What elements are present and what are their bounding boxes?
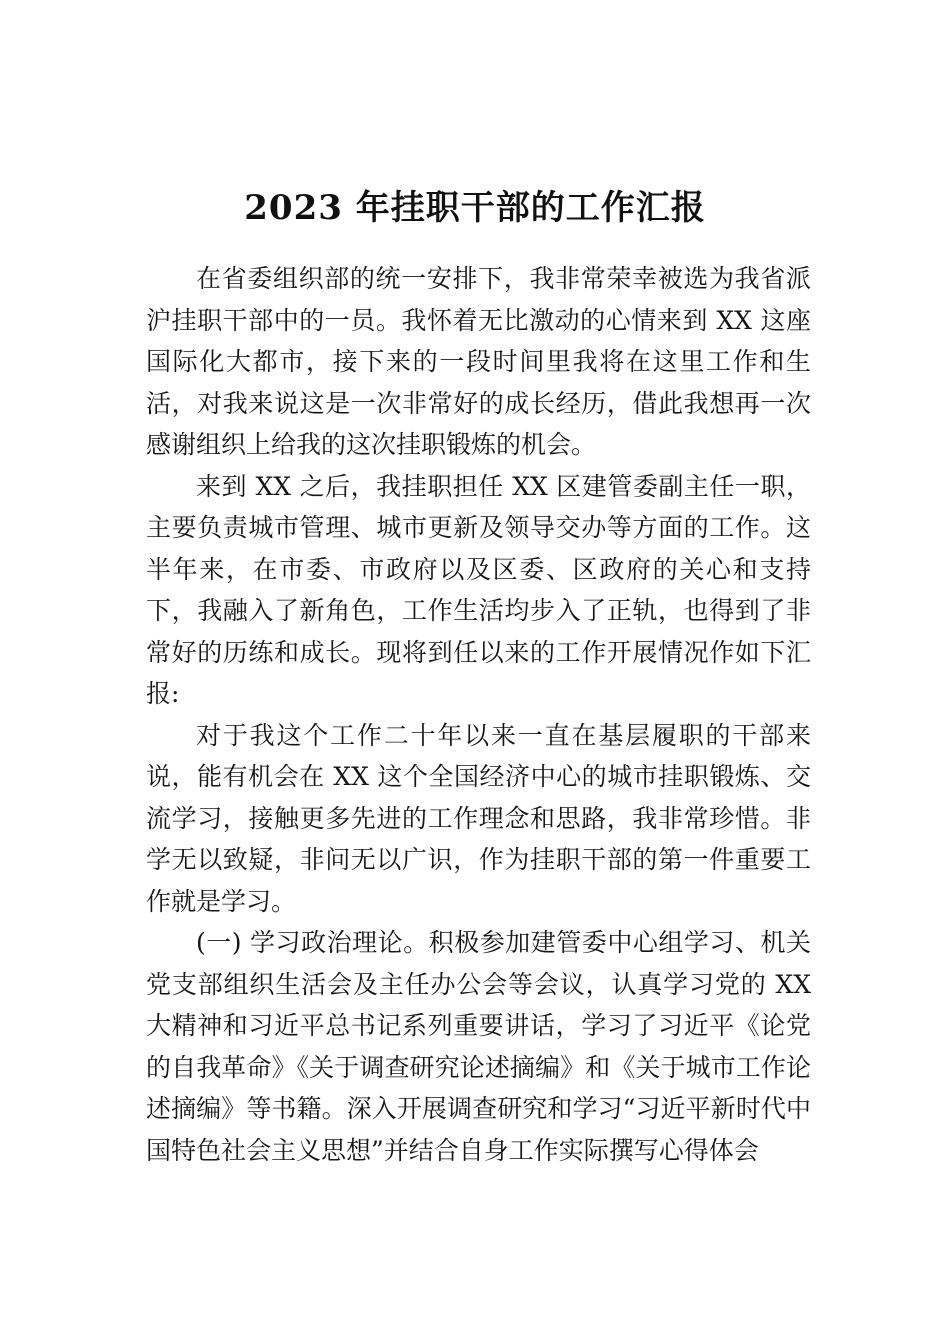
paragraph-learning: 对于我这个工作二十年以来一直在基层履职的干部来说，能有机会在 XX 这个全国经济中心的城市挂职锻炼、交流学习，接触更多先进的工作理念和思路，我非常珍惜。非学无以致疑，非问无以广识，作为挂职干部的第一件重要工作就是学习。 bbox=[146, 720, 811, 916]
paragraph-position: 来到 XX 之后，我挂职担任 XX 区建管委副主任一职，主要负责城市管理、城市更新及领导交办等方面的工作。这半年来，在市委、市政府以及区委、区政府的关心和支持下，我融入了新角色，工作生活均步入了正轨，也得到了非常好的历练和成长。现将到任以来的工作开展情况作如下汇报: bbox=[146, 471, 811, 708]
paragraph-intro: 在省委组织部的统一安排下，我非常荣幸被选为我省派沪挂职干部中的一员。我怀着无比激动的心情来到 XX 这座国际化大都市，接下来的一段时间里我将在这里工作和生活，对我来说这是一次非常好的成长经历，借此我想再一次感谢组织上给我的这次挂职锻炼的机会。 bbox=[146, 264, 811, 459]
document-body bbox=[146, 258, 811, 1171]
paragraph-political-theory: (一) 学习政治理论。积极参加建管委中心组学习、机关党支部组织生活会及主任办公会等会议，认真学习党的 XX 大精神和习近平总书记系列重要讲话，学习了习近平《论党的自我革命》《关于调查研究论述摘编》和《关于城市工作论述摘编》等书籍。深入开展调查研究和学习“习近平新时代中国特色社会主义思想”并结合自身工作实际撰写心得体会 bbox=[146, 928, 811, 1165]
document-title: 2023 年挂职干部的工作汇报 bbox=[244, 187, 706, 228]
